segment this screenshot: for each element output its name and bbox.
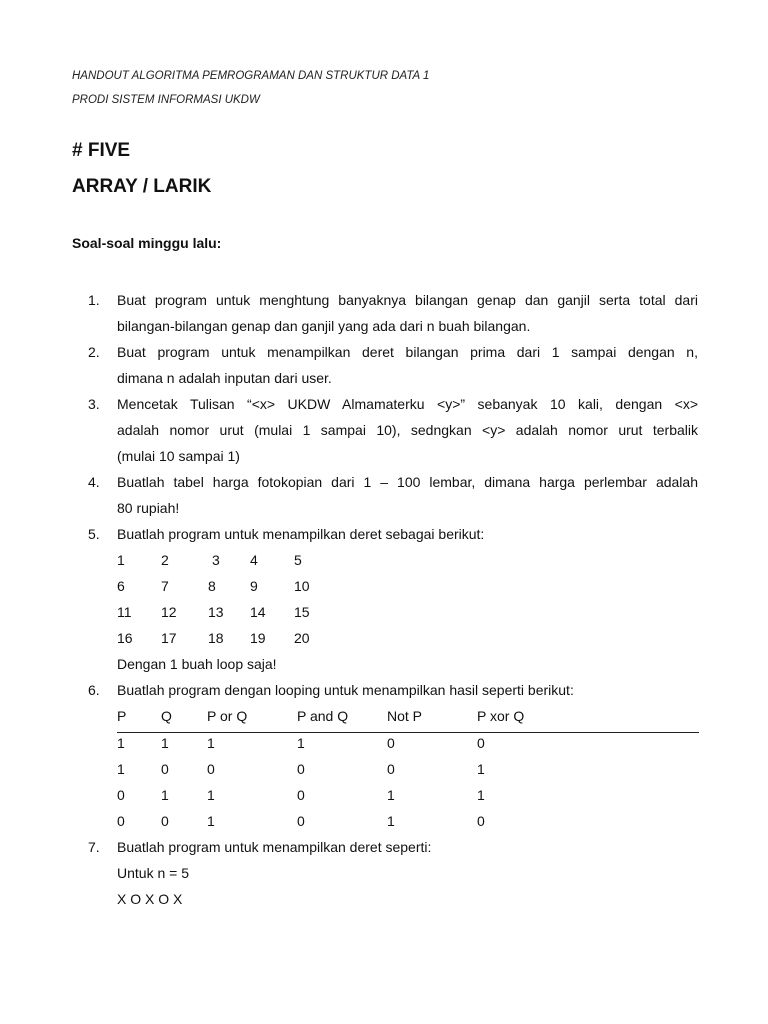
question-number: 3. <box>88 396 100 412</box>
table-cell: 1 <box>207 735 215 751</box>
question-item <box>88 339 698 391</box>
question-text <box>117 391 698 469</box>
handout-header-line1: HANDOUT ALGORITMA PEMROGRAMAN DAN STRUKTUR DATA 1 <box>72 70 430 82</box>
table-row <box>117 756 699 782</box>
question-number: 1. <box>88 292 100 308</box>
column-header: P <box>117 708 127 724</box>
grid-cell: 15 <box>294 604 310 620</box>
question-item <box>88 834 698 912</box>
table-cell: 1 <box>477 761 485 777</box>
column-header: Not P <box>387 708 423 724</box>
table-cell: 0 <box>297 761 305 777</box>
question-number: 5. <box>88 526 100 542</box>
table-cell: 1 <box>161 735 169 751</box>
chapter-title: ARRAY / LARIK <box>72 176 212 197</box>
grid-cell: 5 <box>294 552 302 568</box>
table-cell: 0 <box>161 761 169 777</box>
grid-cell: 14 <box>250 604 266 620</box>
grid-cell: 7 <box>161 578 169 594</box>
question-text <box>117 677 699 834</box>
grid-cell: 19 <box>250 630 266 646</box>
table-cell: 0 <box>297 787 305 803</box>
column-header: P xor Q <box>477 708 525 724</box>
grid-cell: 13 <box>208 604 224 620</box>
question-line: bilangan-bilangan genap dan ganjil yang ada dari n buah bilangan. <box>117 318 531 334</box>
question-number: 4. <box>88 474 100 490</box>
table-cell: 0 <box>207 761 215 777</box>
truth-table <box>117 703 699 834</box>
question-item <box>88 391 698 469</box>
column-header: P or Q <box>207 708 248 724</box>
question-text <box>117 287 698 339</box>
question-line: Buatlah tabel harga fotokopian dari 1 – 100 lembar, dimana harga perlembar adalah <box>117 474 698 490</box>
section-title: Soal-soal minggu lalu: <box>72 235 222 251</box>
table-cell: 1 <box>207 813 215 829</box>
column-header: Q <box>161 708 172 724</box>
table-cell: 1 <box>297 735 305 751</box>
question-line: dimana n adalah inputan dari user. <box>117 370 332 386</box>
question-text <box>117 834 698 912</box>
question-line: Buat program untuk menghtung banyaknya bilangan genap dan ganjil serta total dari <box>117 292 698 308</box>
question-item <box>88 469 698 521</box>
question-list <box>88 287 698 912</box>
question-item <box>88 521 698 677</box>
grid-cell: 8 <box>208 578 216 594</box>
question-line: Buatlah program untuk menampilkan deret seperti: <box>117 839 432 855</box>
question-line: Untuk n = 5 <box>117 865 189 881</box>
table-row <box>117 730 699 756</box>
question-item <box>88 677 698 834</box>
grid-cell: 3 <box>212 552 220 568</box>
grid-cell: 10 <box>294 578 310 594</box>
question-number: 2. <box>88 344 100 360</box>
question-line: Buatlah program untuk menampilkan deret sebagai berikut: <box>117 526 485 542</box>
question-item <box>88 287 698 339</box>
question-text <box>117 521 698 677</box>
table-cell: 1 <box>117 761 125 777</box>
question-text <box>117 469 698 521</box>
grid-cell: 1 <box>117 552 125 568</box>
handout-header-line2: PRODI SISTEM INFORMASI UKDW <box>72 94 260 106</box>
truth-table-header <box>117 703 699 729</box>
grid-cell: 16 <box>117 630 133 646</box>
table-cell: 1 <box>117 735 125 751</box>
table-cell: 0 <box>117 813 125 829</box>
question-line: 80 rupiah! <box>117 500 180 516</box>
grid-cell: 17 <box>161 630 177 646</box>
chapter-number: # FIVE <box>72 140 131 161</box>
table-cell: 0 <box>161 813 169 829</box>
table-cell: 0 <box>117 787 125 803</box>
table-cell: 1 <box>387 787 395 803</box>
question-line: Mencetak Tulisan “<x> UKDW Almamaterku <y>” sebanyak 10 kali, dengan <x> <box>117 396 698 412</box>
table-cell: 1 <box>387 813 395 829</box>
table-cell: 1 <box>207 787 215 803</box>
table-cell: 0 <box>477 735 485 751</box>
table-cell: 1 <box>477 787 485 803</box>
grid-cell: 12 <box>161 604 177 620</box>
grid-cell: 20 <box>294 630 310 646</box>
table-cell: 1 <box>161 787 169 803</box>
question-line: Buatlah program dengan looping untuk menampilkan hasil seperti berikut: <box>117 682 574 698</box>
column-header: P and Q <box>297 708 349 724</box>
grid-cell: 6 <box>117 578 125 594</box>
grid-cell: 4 <box>250 552 258 568</box>
number-sequence-grid <box>117 547 698 651</box>
question-line: adalah nomor urut (mulai 1 sampai 10), sedngkan <y> adalah nomor urut terbalik <box>117 422 698 438</box>
table-cell: 0 <box>387 761 395 777</box>
table-row <box>117 808 699 834</box>
question-number: 7. <box>88 839 100 855</box>
grid-cell: 11 <box>117 604 132 620</box>
table-row <box>117 782 699 808</box>
question-text <box>117 339 698 391</box>
question-number: 6. <box>88 682 100 698</box>
table-cell: 0 <box>387 735 395 751</box>
grid-cell: 18 <box>208 630 224 646</box>
question-line: (mulai 10 sampai 1) <box>117 448 240 464</box>
table-cell: 0 <box>477 813 485 829</box>
question-line: X O X O X <box>117 891 183 907</box>
question-line: Buat program untuk menampilkan deret bilangan prima dari 1 sampai dengan n, <box>117 344 698 360</box>
grid-cell: 2 <box>161 552 169 568</box>
table-cell: 0 <box>297 813 305 829</box>
question-note: Dengan 1 buah loop saja! <box>117 656 277 672</box>
grid-cell: 9 <box>250 578 258 594</box>
